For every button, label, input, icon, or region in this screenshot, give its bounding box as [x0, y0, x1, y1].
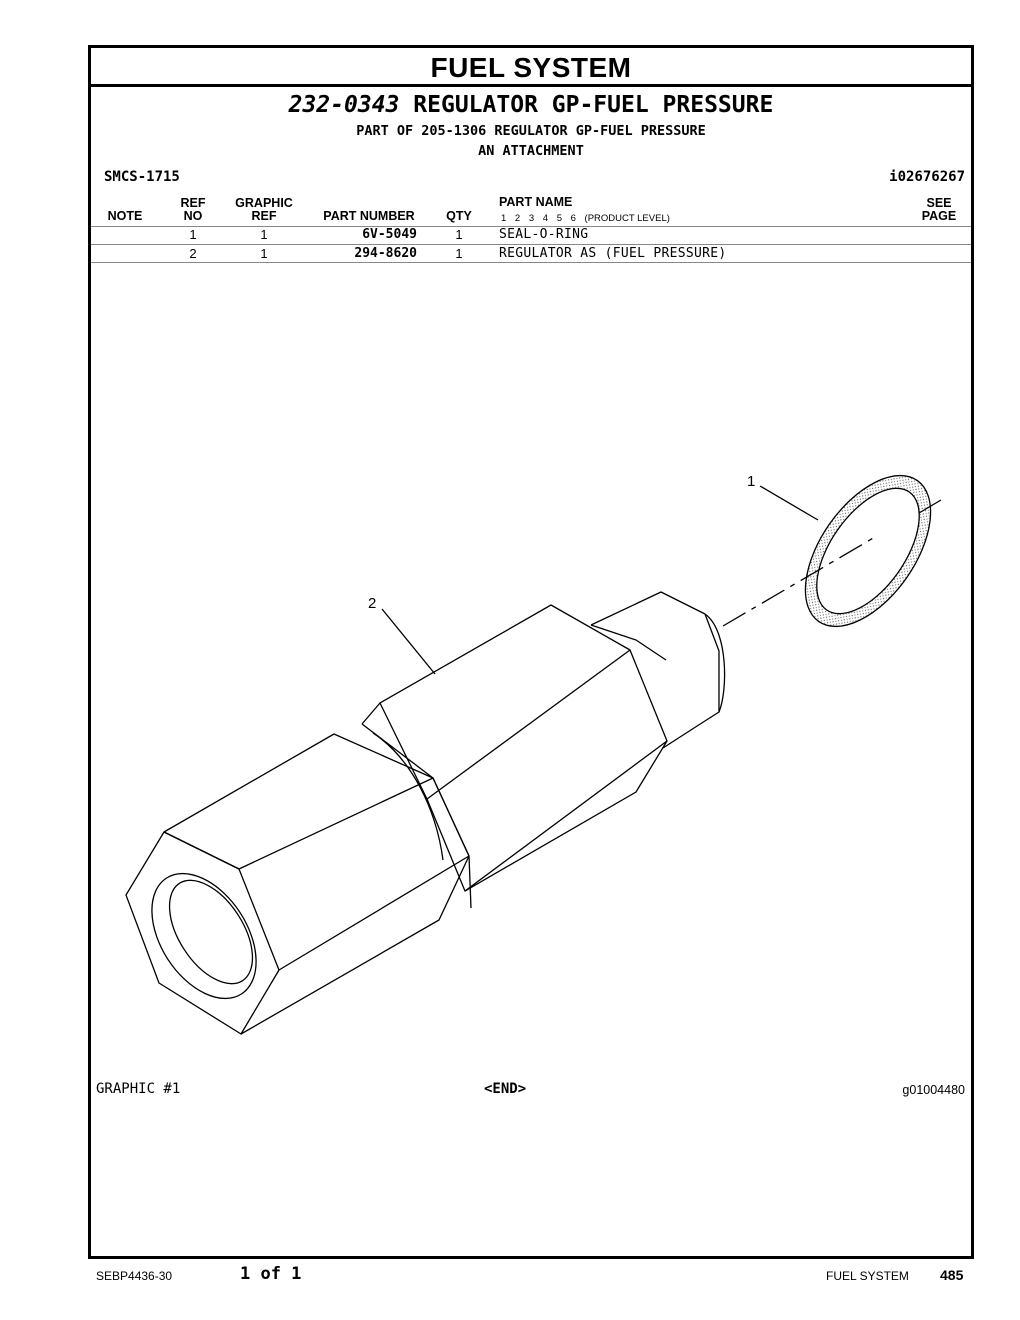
header-part-name: PART NAME — [499, 195, 573, 209]
leader-line-2 — [382, 609, 435, 674]
smcs-code: SMCS-1715 — [104, 169, 180, 185]
regulator-body — [126, 592, 725, 1034]
exploded-view-drawing — [91, 48, 971, 1256]
header-product-levels: 1 2 3 4 5 6 (PRODUCT LEVEL) — [501, 213, 670, 224]
header-note: NOTE — [107, 209, 143, 223]
group-name: REGULATOR GP-FUEL PRESSURE — [413, 92, 774, 118]
row-graphic-ref: 1 — [260, 246, 268, 261]
header-qty: QTY — [446, 209, 472, 223]
footer-page-number: 485 — [940, 1267, 964, 1283]
group-number: 232-0343 — [288, 92, 400, 118]
o-ring-seal — [780, 454, 956, 649]
header-graphic-ref: GRAPHIC REF — [235, 196, 293, 223]
page-frame — [88, 45, 974, 1259]
row-ref-no: 1 — [189, 227, 197, 242]
header-part-number: PART NUMBER — [323, 209, 415, 223]
callout-1: 1 — [747, 473, 756, 490]
attachment-line: AN ATTACHMENT — [478, 143, 584, 159]
part-of-line: PART OF 205-1306 REGULATOR GP-FUEL PRESSURE — [356, 123, 706, 139]
graphic-id: g01004480 — [902, 1083, 965, 1097]
footer-page-of: 1 of 1 — [240, 1264, 302, 1284]
header-ref-no: REF NO — [180, 196, 206, 223]
footer-section: FUEL SYSTEM — [826, 1269, 909, 1283]
callout-2: 2 — [368, 595, 377, 612]
row-qty: 1 — [455, 246, 463, 261]
row-part-name: REGULATOR AS (FUEL PRESSURE) — [499, 246, 727, 261]
footer-doc-number: SEBP4436-30 — [96, 1269, 173, 1283]
row-part-number: 294-8620 — [354, 246, 417, 261]
row-part-name: SEAL-O-RING — [499, 227, 589, 242]
leader-line-1 — [760, 486, 818, 520]
row-ref-no: 2 — [189, 246, 197, 261]
section-title: FUEL SYSTEM — [91, 48, 971, 87]
document-id: i02676267 — [889, 169, 965, 185]
end-marker: <END> — [484, 1081, 527, 1097]
row-graphic-ref: 1 — [260, 227, 268, 242]
row-part-number: 6V-5049 — [362, 227, 417, 242]
row-qty: 1 — [455, 227, 463, 242]
graphic-label: GRAPHIC #1 — [96, 1081, 181, 1097]
header-see-page: SEE PAGE — [921, 196, 957, 223]
